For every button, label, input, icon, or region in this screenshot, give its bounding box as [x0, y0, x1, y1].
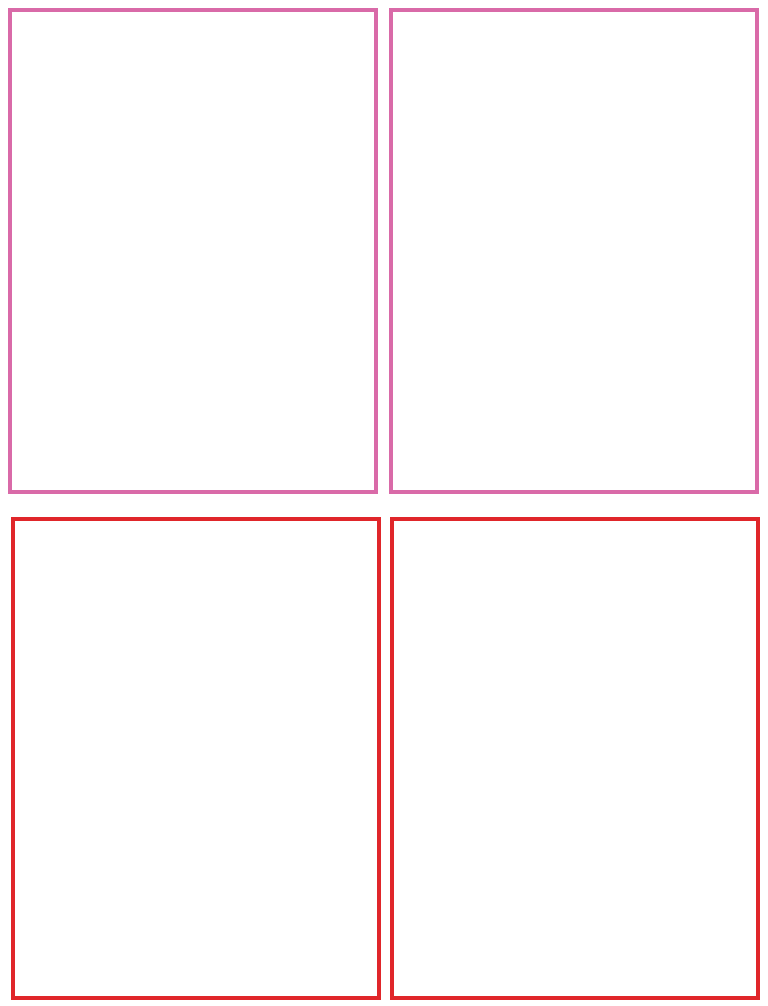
checklist-sheet-english-right — [389, 8, 759, 494]
checklist-sheet-filipino-left — [11, 517, 381, 1000]
checklist-sheet-english-left — [8, 8, 378, 494]
checklist-sheet-filipino-right — [390, 517, 760, 1000]
